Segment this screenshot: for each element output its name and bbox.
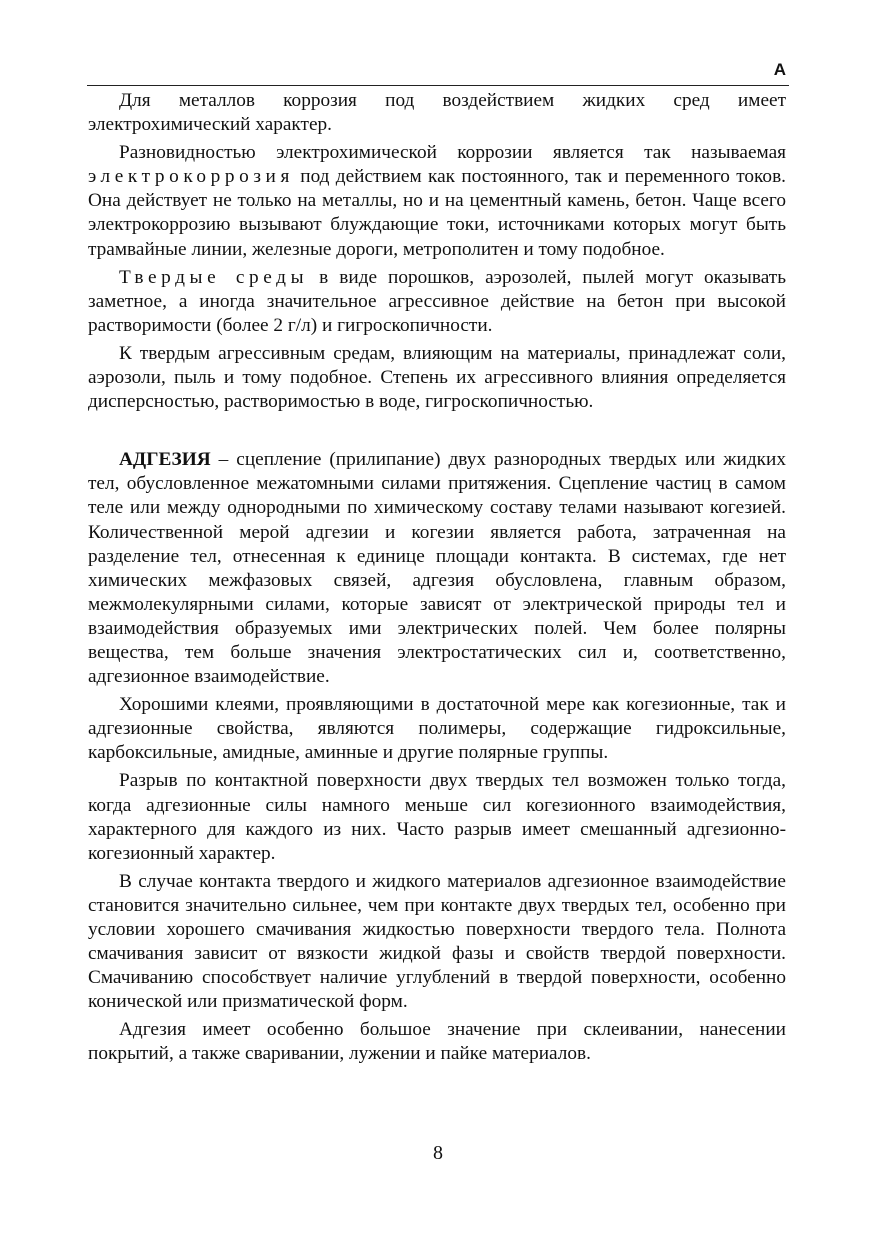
paragraph xyxy=(88,1018,786,1066)
paragraph xyxy=(88,448,786,689)
paragraph xyxy=(88,141,786,261)
paragraph-text: Хорошими клеями, проявляющими в достаточной мере как когезионные, так и адгезионные свойства, являются полимеры, содержащие гидроксильные, карбоксильные, амидные, аминные и другие полярные группы. xyxy=(88,694,786,764)
paragraph-text: В случае контакта твердого и жидкого материалов адгезионное взаимодействие становится значительно сильнее, чем при контакте двух твердых тел, особенно при условии хорошего смачивания жидкостью поверхности твердого тела. Полнота смачивания зависит от вязкости жидкой фазы и свойств твердой поверхности. Смачиванию способствует наличие углублений в твердой поверхности, особенно конической или призматической форм. xyxy=(88,870,786,1013)
section-gap xyxy=(88,418,786,448)
paragraph-text: под действием как постоянного, так и переменного токов. Она действует не только на металлы, но и на цементный камень, бетон. Чаще всего электрокоррозию вызывают блуждающие токи, источниками которых могут быть трамвайные линии, железные дороги, метрополитен и тому подобное. xyxy=(88,166,786,260)
emphasized-term: Твердые среды xyxy=(119,266,309,288)
paragraph-text: Адгезия имеет особенно большое значение при склеивании, нанесении покрытий, а также сваривании, лужении и пайке материалов. xyxy=(88,1019,786,1065)
paragraph-text: Разрыв по контактной поверхности двух твердых тел возможен только тогда, когда адгезионные силы намного меньше сил когезионного взаимодействия, характерного для каждого из них. Часто разрыв имеет смешанный адгезионно-когезионный характер. xyxy=(88,770,786,864)
emphasized-term: электрокоррозия xyxy=(88,166,294,188)
page-number: 8 xyxy=(433,1142,443,1164)
paragraph-text: Разновидностью электрохимической коррозии является так называемая xyxy=(119,142,786,164)
paragraph-text: в виде порошков, аэрозолей, пылей могут оказывать заметное, а иногда значительное агрессивное действие на бетон при высокой растворимости (более 2 г/л) и гигроскопичности. xyxy=(88,266,787,336)
paragraph xyxy=(88,870,786,1015)
entry-term: АДГЕЗИЯ xyxy=(119,449,211,471)
paragraph xyxy=(88,89,786,137)
header-rule xyxy=(87,85,789,86)
paragraph xyxy=(88,769,786,865)
paragraph xyxy=(88,266,786,338)
paragraph xyxy=(88,693,786,765)
paragraph xyxy=(88,342,786,414)
paragraph-text: К твердым агрессивным средам, влияющим на материалы, принадлежат соли, аэрозоли, пыль и тому подобное. Степень их агрессивного влияния определяется дисперсностью, растворимостью в воде, гигроскопичностью. xyxy=(88,342,786,413)
paragraph-text: Для металлов коррозия под воздействием жидких сред имеет электрохимический характер. xyxy=(88,90,786,136)
page-body xyxy=(88,89,786,1071)
paragraph-text: – сцепление (прилипание) двух разнородных твердых или жидких тел, обусловленное межатомными силами притяжения. Сцепление частиц в самом теле или между однородными по химическому составу телами называют когезией. Количественной мерой адгезии и когезии является работа, затраченная на разделение тел, отнесенная к единице площади контакта. В системах, где нет химических межфазовых связей, адгезия обусловлена, главным образом, межмолекулярными силами, которые зависят от электрической природы тел и взаимодействия образуемых ими электрических полей. Чем более полярны вещества, тем больше значения электростатических сил и, соответственно, адгезионное взаимодействие. xyxy=(88,449,786,688)
header-letter: А xyxy=(773,60,786,79)
